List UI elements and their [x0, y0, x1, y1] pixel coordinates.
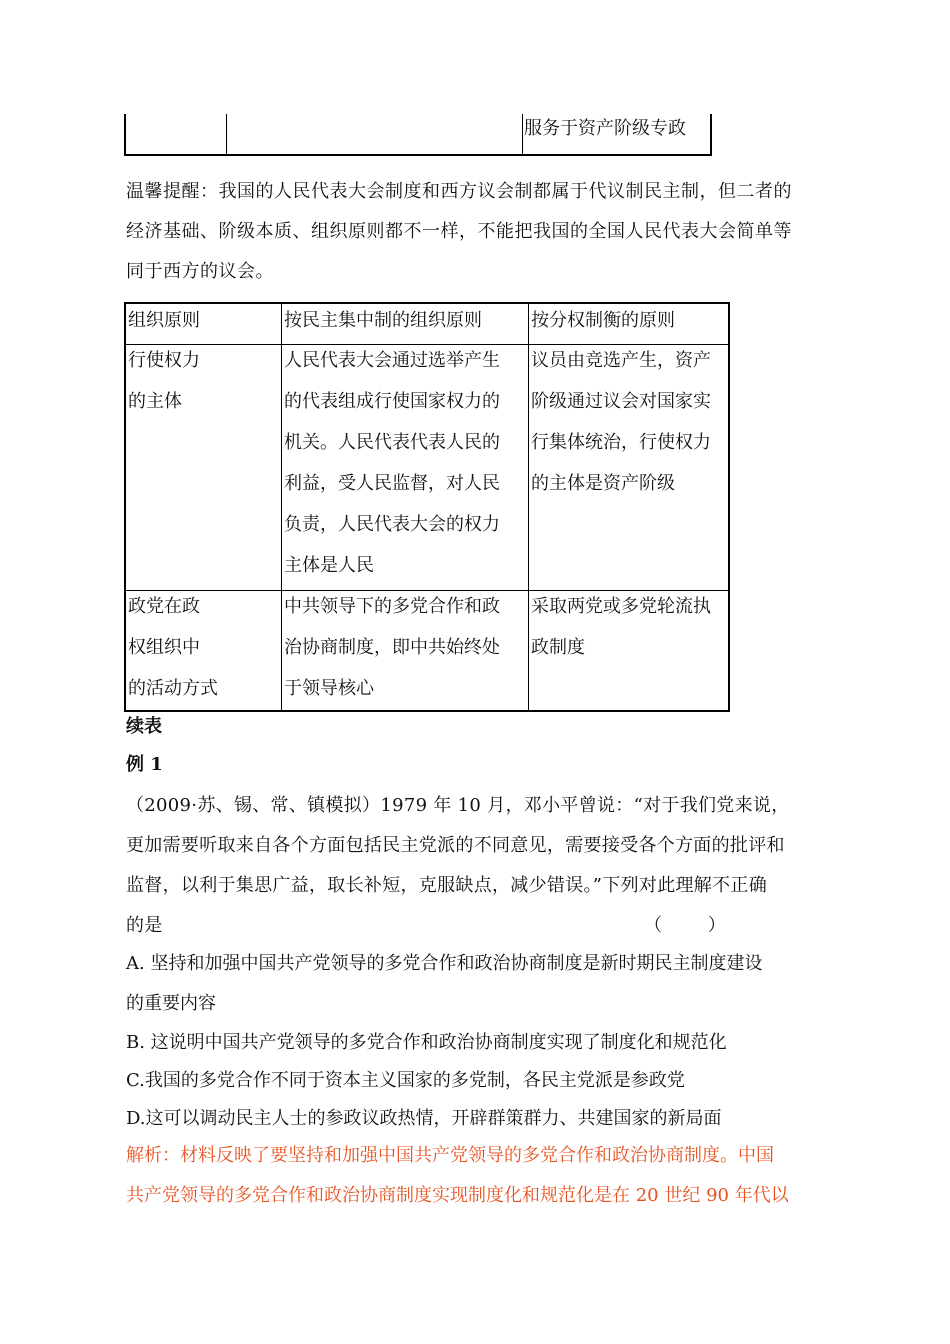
table-divider: [281, 304, 282, 710]
reminder-paragraph: [126, 172, 826, 292]
option-d: D.这可以调动民主人士的参政议政热情，开辟群策群力、共建国家的新局面: [126, 1108, 722, 1129]
analysis-line: 解析：材料反映了要坚持和加强中国共产党领导的多党合作和政治协商制度。中国: [126, 1145, 774, 1166]
answer-bracket: （ ）: [644, 915, 726, 936]
table-row-label: 政党在政 权组织中 的活动方式: [128, 596, 218, 699]
table-header-cell: 按民主集中制的组织原则: [284, 310, 482, 331]
options-list: [126, 944, 762, 1138]
option-a: A. 坚持和加强中国共产党领导的多党合作和政治协商制度是新时期民主制度建设: [126, 953, 763, 974]
reminder-line: 经济基础、阶级本质、组织原则都不一样，不能把我国的全国人民代表大会简单等: [126, 221, 792, 242]
reminder-line: 温馨提醒：我国的人民代表大会制度和西方议会制都属于代议制民主制，但二者的: [126, 181, 792, 202]
table-row-label: 行使权力 的主体: [128, 350, 200, 412]
table-cell: 中共领导下的多党合作和政 治协商制度，即中共始终处 于领导核心: [284, 596, 500, 699]
option-c: C.我国的多党合作不同于资本主义国家的多党制，各民主党派是参政党: [126, 1070, 685, 1091]
table-cell: 议员由竞选产生，资产 阶级通过议会对国家实 行集体统治，行使权力 的主体是资产阶级: [531, 350, 711, 494]
option-a-continued: 的重要内容: [126, 993, 216, 1014]
reminder-line: 同于西方的议会。: [126, 261, 274, 282]
comparison-table: [124, 302, 730, 712]
question-line: 更加需要听取来自各个方面包括民主党派的不同意见，需要接受各个方面的批评和: [126, 835, 785, 856]
table-header-cell: 组织原则: [128, 310, 200, 331]
example-title: 例 1: [126, 754, 163, 775]
table-divider: [522, 114, 523, 154]
option-b: B. 这说明中国共产党领导的多党合作和政治协商制度实现了制度化和规范化: [126, 1032, 727, 1053]
question-line: 的是: [126, 915, 163, 936]
continued-label: 续表: [126, 716, 162, 737]
analysis-line: 共产党领导的多党合作和政治协商制度实现制度化和规范化是在 20 世纪 90 年代以: [126, 1185, 789, 1206]
table-cell: 采取两党或多党轮流执 政制度: [531, 596, 711, 658]
table-divider: [226, 114, 227, 154]
table-divider: [528, 304, 529, 710]
table-header-cell: 按分权制衡的原则: [531, 310, 675, 331]
analysis-text: [126, 1136, 789, 1216]
table-fragment-top: [124, 114, 712, 156]
table-cell: 服务于资产阶级专政: [524, 118, 686, 139]
question-line: （2009·苏、锡、常、镇模拟）1979 年 10 月，邓小平曾说：“对于我们党来说，: [126, 795, 790, 816]
question-line: 监督，以利于集思广益，取长补短，克服缺点，减少错误。”下列对此理解不正确: [126, 875, 767, 896]
table-cell: 人民代表大会通过选举产生 的代表组成行使国家权力的 机关。人民代表代表人民的 利益，受人民监督，对人民 负责，人民代表大会的权力 主体是人民: [284, 350, 500, 576]
